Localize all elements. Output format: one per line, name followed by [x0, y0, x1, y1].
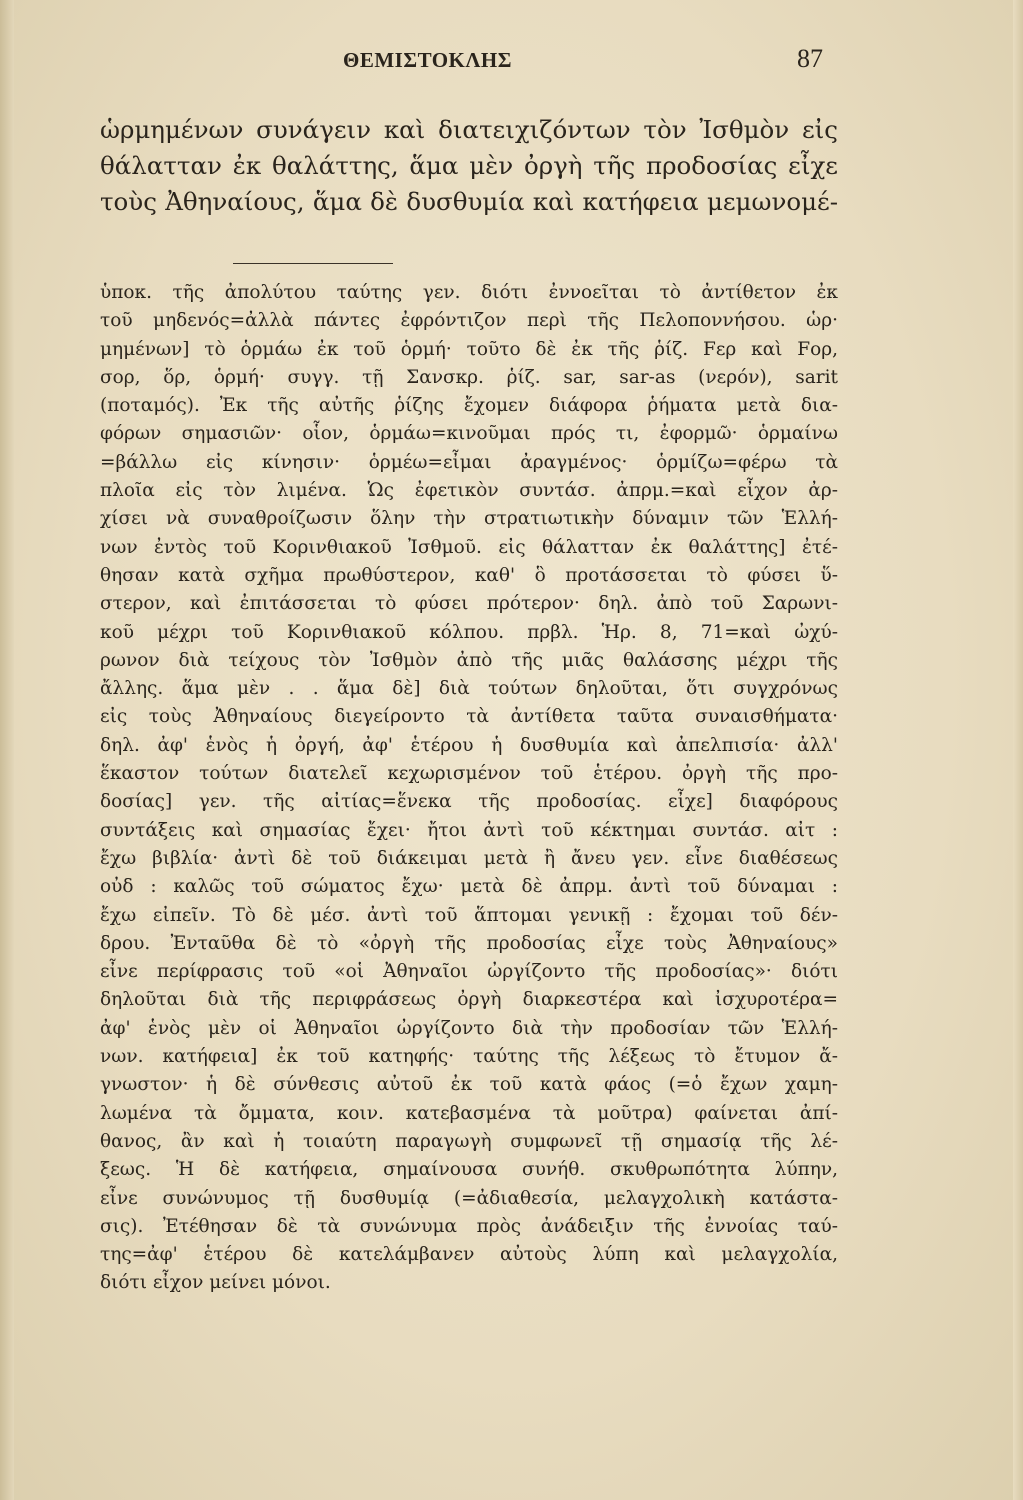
page-left-edge — [0, 0, 14, 1500]
footnote-line: ὑποκ. τῆς ἀπολύτου ταύτης γεν. διότι ἐννοεῖται τὸ ἀντίθετον ἐκ — [100, 282, 838, 303]
footnote-line: δηλ. ἀφ' ἑνὸς ἡ ὀργή, ἀφ' ἑτέρου ἡ δυσθυμία καὶ ἀπελπισία· ἀλλ' — [100, 734, 838, 756]
footnote-line: ρωνον διὰ τείχους τὸν Ἰσθμὸν ἀπὸ τῆς μιᾶς θαλάσσης μέχρι τῆς — [100, 649, 838, 671]
footnote-line: ἔχω εἰπεῖν. Τὸ δὲ μέσ. ἀντὶ τοῦ ἅπτομαι γενικῇ : ἔχομαι τοῦ δέν- — [100, 904, 838, 926]
footnote-line: εἶνε συνώνυμος τῇ δυσθυμίᾳ (=ἀδιαθεσία, μελαγχολικὴ κατάστα- — [100, 1187, 838, 1209]
footnote-line: ἄλλης. ἅμα μὲν . . ἅμα δὲ] διὰ τούτων δηλοῦται, ὅτι συγχρόνως — [100, 678, 838, 700]
footnote-line: φόρων σημασιῶν· οἷον, ὁρμάω=κινοῦμαι πρός τι, ἐφορμῶ· ὁρμαίνω — [100, 423, 838, 445]
footnote-line: μημένων] τὸ ὁρμάω ἐκ τοῦ ὁρμή· τοῦτο δὲ ἐκ τῆς ῥίζ. Fερ καὶ Fορ, — [100, 338, 838, 360]
footnotes-block — [100, 279, 838, 1298]
footnote-line: γνωστον· ἡ δὲ σύνθεσις αὐτοῦ ἐκ τοῦ κατὰ φάος (=ὁ ἔχων χαμη- — [100, 1074, 838, 1096]
footnote-line: εἶνε περίφρασις τοῦ «οἱ Ἀθηναῖοι ὠργίζοντο τῆς προδοσίας»· διότι — [100, 961, 838, 983]
footnote-line: =βάλλω εἰς κίνησιν· ὁρμέω=εἶμαι ἀραγμένος· ὁρμίζω=φέρω τὰ — [100, 451, 838, 473]
footnote-line: της=ἀφ' ἑτέρου δὲ κατελάμβανεν αὐτοὺς λύπη καὶ μελαγχολία, — [100, 1244, 838, 1266]
footnote-line: χίσει νὰ συναθροίζωσιν ὅλην τὴν στρατιωτικὴν δύναμιν τῶν Ἑλλή- — [100, 508, 838, 530]
footnote-separator — [233, 263, 393, 264]
footnote-line: ἔχω βιβλία· ἀντὶ δὲ τοῦ διάκειμαι μετὰ ἢ ἄνευ γεν. εἶνε διαθέσεως — [100, 847, 838, 869]
main-text-line: θάλατταν ἐκ θαλάττης, ἅμα μὲν ὀργὴ τῆς προδοσίας εἶχε — [100, 151, 838, 180]
footnote-line: σις). Ἐτέθησαν δὲ τὰ συνώνυμα πρὸς ἀνάδειξιν τῆς ἐννοίας ταύ- — [100, 1215, 838, 1237]
footnote-line: θανος, ἂν καὶ ἡ τοιαύτη παραγωγὴ συμφωνεῖ τῇ σημασίᾳ τῆς λέ- — [100, 1130, 838, 1152]
main-text-line: τοὺς Ἀθηναίους, ἅμα δὲ δυσθυμία καὶ κατήφεια μεμωνομέ- — [100, 187, 838, 216]
main-text-line: ὡρμημένων συνάγειν καὶ διατειχιζόντων τὸν Ἰσθμὸν εἰς — [100, 115, 838, 144]
footnote-line: δοσίας] γεν. τῆς αἰτίας=ἕνεκα τῆς προδοσίας. εἶχε] διαφόρους — [100, 791, 838, 813]
footnote-line: εἰς τοὺς Ἀθηναίους διεγείροντο τὰ ἀντίθετα ταῦτα συναισθήματα· — [100, 706, 838, 728]
footnote-line: κοῦ μέχρι τοῦ Κορινθιακοῦ κόλπου. πρβλ. Ἡρ. 8, 71=καὶ ὠχύ- — [100, 621, 838, 643]
footnote-line: θησαν κατὰ σχῆμα πρωθύστερον, καθ' ὃ προτάσσεται τὸ φύσει ὕ- — [100, 564, 838, 586]
footnote-line: οὐδ : καλῶς τοῦ σώματος ἔχω· μετὰ δὲ ἀπρμ. ἀντὶ τοῦ δύναμαι : — [100, 876, 838, 898]
footnote-line: σορ, ὅρ, ὁρμή· συγγ. τῇ Σανσκρ. ῥίζ. sar, sar-as (νερόν), sarit — [100, 366, 838, 388]
footnote-line: νων ἐντὸς τοῦ Κορινθιακοῦ Ἰσθμοῦ. εἰς θάλατταν ἐκ θαλάττης] ἐτέ- — [100, 536, 838, 558]
footnote-line: (ποταμός). Ἐκ τῆς αὐτῆς ῥίζης ἔχομεν διάφορα ῥήματα μετὰ δια- — [100, 395, 838, 417]
footnote-line: ἕκαστον τούτων διατελεῖ κεχωρισμένον τοῦ ἑτέρου. ὀργὴ τῆς προ- — [100, 763, 838, 785]
footnote-line: πλοῖα εἰς τὸν λιμένα. Ὡς ἐφετικὸν συντάσ. ἀπρμ.=καὶ εἶχον ἀρ- — [100, 480, 838, 502]
main-text-block — [100, 112, 838, 220]
footnote-line: ἀφ' ἑνὸς μὲν οἱ Ἀθηναῖοι ὠργίζοντο διὰ τὴν προδοσίαν τῶν Ἑλλή- — [100, 1017, 838, 1039]
footnote-line: συντάξεις καὶ σημασίας ἔχει· ἤτοι ἀντὶ τοῦ κέκτημαι συντάσ. αἰτ : — [100, 819, 838, 841]
footnote-line: δηλοῦται διὰ τῆς περιφράσεως ὀργὴ διαρκεστέρα καὶ ἰσχυροτέρα= — [100, 989, 838, 1011]
page-number: 87 — [797, 44, 823, 73]
running-head-title: ΘΕΜΙΣΤΟΚΛΗΣ — [343, 48, 512, 72]
footnote-line: λωμένα τὰ ὄμματα, κοιν. κατεβασμένα τὰ μοῦτρα) φαίνεται ἀπί- — [100, 1102, 838, 1124]
page-right-edge — [1013, 0, 1023, 1500]
footnote-line: δρου. Ἐνταῦθα δὲ τὸ «ὀργὴ τῆς προδοσίας εἶχε τοὺς Ἀθηναίους» — [100, 932, 838, 954]
footnote-line: στερον, καὶ ἐπιτάσσεται τὸ φύσει πρότερον· δηλ. ἀπὸ τοῦ Σαρωνι- — [100, 593, 838, 615]
footnote-line: νων. κατήφεια] ἐκ τοῦ κατηφής· ταύτης τῆς λέξεως τὸ ἔτυμον ἄ- — [100, 1046, 838, 1068]
footnote-line: διότι εἶχον μείνει μόνοι. — [100, 1272, 331, 1294]
footnote-line: τοῦ μηδενός=ἀλλὰ πάντες ἐφρόντιζον περὶ τῆς Πελοποννήσου. ὡρ· — [100, 310, 838, 332]
footnote-line: ξεως. Ἡ δὲ κατήφεια, σημαίνουσα συνήθ. σκυθρωπότητα λύπην, — [100, 1159, 838, 1181]
